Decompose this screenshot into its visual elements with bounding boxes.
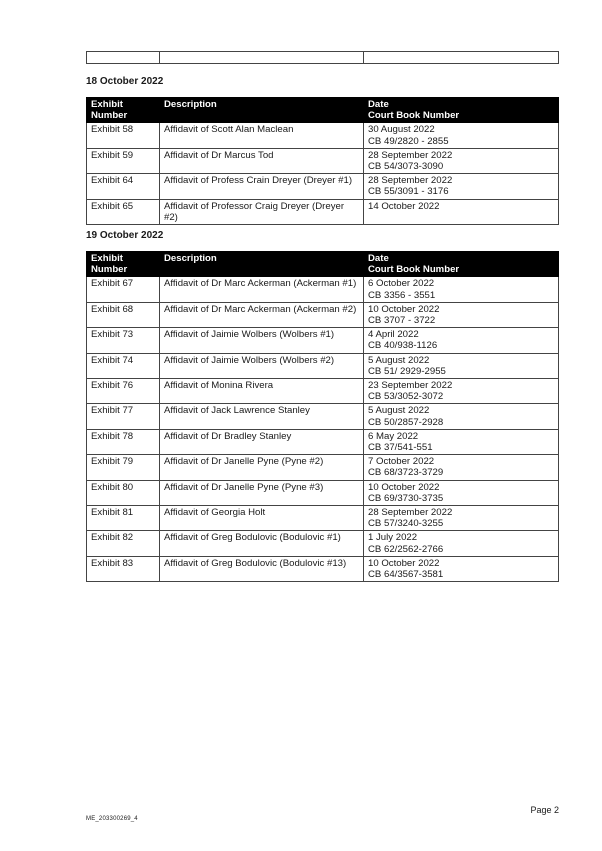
table-row: [87, 480, 559, 505]
table-row: [87, 52, 559, 64]
date-text: 7 October 2022: [368, 456, 435, 468]
court-book-number: CB 54/3073-3090: [368, 161, 444, 173]
table-body: [87, 277, 559, 582]
header-exhibit-number: [87, 252, 160, 277]
description-cell: Affidavit of Jaimie Wolbers (Wolbers #1): [160, 328, 364, 353]
court-book-number: CB 3356 - 3551: [368, 289, 436, 301]
table-row: [87, 404, 559, 429]
exhibit-number-cell: Exhibit 64: [87, 174, 160, 199]
date-cell: [364, 302, 559, 327]
header-label: Date: [368, 253, 389, 264]
exhibit-number-cell: Exhibit 79: [87, 455, 160, 480]
date-cell: [364, 328, 559, 353]
header-date: [364, 98, 559, 123]
date-text: 4 April 2022: [368, 329, 419, 341]
exhibit-number-cell: Exhibit 58: [87, 123, 160, 148]
exhibit-number-cell: Exhibit 80: [87, 480, 160, 505]
date-cell: [364, 277, 559, 302]
table-row: [87, 277, 559, 302]
date-text: 6 May 2022: [368, 430, 419, 442]
date-text: 14 October 2022: [368, 200, 440, 212]
court-book-number: CB 37/541-551: [368, 442, 433, 454]
date-text: 10 October 2022: [368, 481, 440, 493]
exhibit-number-cell: Exhibit 67: [87, 277, 160, 302]
description-cell: Affidavit of Dr Marc Ackerman (Ackerman #1): [160, 277, 364, 302]
date-cell: [364, 174, 559, 199]
header-label: Description: [164, 253, 217, 264]
exhibit-number-cell: Exhibit 59: [87, 148, 160, 173]
date-text: 30 August 2022: [368, 124, 435, 136]
date-cell: [364, 506, 559, 531]
description-cell: Affidavit of Jaimie Wolbers (Wolbers #2): [160, 353, 364, 378]
court-book-number: CB 57/3240-3255: [368, 518, 444, 530]
table-row: [87, 328, 559, 353]
court-book-number: CB 68/3723-3729: [368, 467, 444, 479]
header-label: Court Book Number: [368, 264, 460, 276]
description-cell: Affidavit of Dr Bradley Stanley: [160, 429, 364, 454]
date-cell: [364, 379, 559, 404]
exhibit-number-cell: Exhibit 78: [87, 429, 160, 454]
header-description: [160, 98, 364, 123]
date-cell: [364, 404, 559, 429]
table-row: [87, 556, 559, 581]
section-heading: 18 October 2022: [86, 76, 164, 87]
description-cell: Affidavit of Dr Janelle Pyne (Pyne #2): [160, 455, 364, 480]
date-text: 28 September 2022: [368, 175, 453, 187]
exhibit-table: [86, 251, 559, 582]
date-text: 1 July 2022: [368, 532, 418, 544]
date-text: 28 September 2022: [368, 507, 453, 519]
table-header-row: [87, 98, 559, 123]
table-row: [87, 353, 559, 378]
date-text: 10 October 2022: [368, 303, 440, 315]
date-cell: [364, 199, 559, 224]
court-book-number: CB 64/3567-3581: [368, 569, 444, 581]
exhibit-number-cell: Exhibit 65: [87, 199, 160, 224]
description-cell: Affidavit of Dr Marc Ackerman (Ackerman #2): [160, 302, 364, 327]
exhibit-number-cell: Exhibit 82: [87, 531, 160, 556]
section-heading: 19 October 2022: [86, 230, 164, 241]
table-row: [87, 302, 559, 327]
date-cell: [364, 480, 559, 505]
exhibit-number-cell: Exhibit 73: [87, 328, 160, 353]
date-cell: [364, 353, 559, 378]
court-book-number: CB 49/2820 - 2855: [368, 135, 449, 147]
header-label: Exhibit: [91, 99, 123, 110]
description-cell: Affidavit of Dr Marcus Tod: [160, 148, 364, 173]
court-book-number: CB 62/2562-2766: [368, 543, 444, 555]
description-cell: Affidavit of Professor Craig Dreyer (Dreyer #2): [160, 199, 364, 224]
table-body: [87, 123, 559, 225]
description-cell: Affidavit of Greg Bodulovic (Bodulovic #13): [160, 556, 364, 581]
table-row: [87, 148, 559, 173]
description-cell: Affidavit of Scott Alan Maclean: [160, 123, 364, 148]
description-cell: Affidavit of Dr Janelle Pyne (Pyne #3): [160, 480, 364, 505]
header-label: Exhibit: [91, 253, 123, 264]
previous-table-end: [86, 51, 559, 64]
court-book-number: CB 51/ 2929-2955: [368, 365, 446, 377]
court-book-number: CB 69/3730-3735: [368, 492, 444, 504]
document-id: ME_203300269_4: [86, 816, 138, 822]
header-label: Description: [164, 99, 217, 110]
table-row: [87, 531, 559, 556]
exhibit-number-cell: Exhibit 83: [87, 556, 160, 581]
table-cell: [364, 52, 559, 64]
table-row: [87, 379, 559, 404]
court-book-number: CB 53/3052-3072: [368, 391, 444, 403]
date-cell: [364, 531, 559, 556]
header-exhibit-number: [87, 98, 160, 123]
table-row: [87, 429, 559, 454]
exhibit-number-cell: Exhibit 81: [87, 506, 160, 531]
header-description: [160, 252, 364, 277]
exhibit-number-cell: Exhibit 76: [87, 379, 160, 404]
description-cell: Affidavit of Profess Crain Dreyer (Dreyer #1): [160, 174, 364, 199]
exhibit-number-cell: Exhibit 77: [87, 404, 160, 429]
table-row: [87, 199, 559, 224]
header-label: Date: [368, 99, 389, 110]
header-date: [364, 252, 559, 277]
description-cell: Affidavit of Greg Bodulovic (Bodulovic #1): [160, 531, 364, 556]
table-cell: [160, 52, 364, 64]
court-book-number: CB 50/2857-2928: [368, 416, 444, 428]
date-text: 5 August 2022: [368, 405, 430, 417]
table-header-row: [87, 252, 559, 277]
table-row: [87, 123, 559, 148]
court-book-number: CB 3707 - 3722: [368, 315, 436, 327]
date-text: 5 August 2022: [368, 354, 430, 366]
date-cell: [364, 556, 559, 581]
date-cell: [364, 148, 559, 173]
date-cell: [364, 123, 559, 148]
date-cell: [364, 455, 559, 480]
date-text: 6 October 2022: [368, 278, 435, 290]
exhibit-table: [86, 97, 559, 225]
description-cell: Affidavit of Monina Rivera: [160, 379, 364, 404]
table-cell: [87, 52, 160, 64]
date-text: 28 September 2022: [368, 149, 453, 161]
header-label: Court Book Number: [368, 110, 460, 122]
table-row: [87, 506, 559, 531]
exhibit-number-cell: Exhibit 74: [87, 353, 160, 378]
description-cell: Affidavit of Jack Lawrence Stanley: [160, 404, 364, 429]
date-text: 23 September 2022: [368, 380, 453, 392]
court-book-number: CB 55/3091 - 3176: [368, 186, 449, 198]
date-text: 10 October 2022: [368, 557, 440, 569]
description-cell: Affidavit of Georgia Holt: [160, 506, 364, 531]
court-book-number: CB 40/938-1126: [368, 340, 438, 352]
date-cell: [364, 429, 559, 454]
page-number: Page 2: [530, 805, 559, 815]
header-label: Number: [91, 264, 128, 276]
header-label: Number: [91, 110, 128, 122]
table-row: [87, 455, 559, 480]
exhibit-number-cell: Exhibit 68: [87, 302, 160, 327]
table-row: [87, 174, 559, 199]
